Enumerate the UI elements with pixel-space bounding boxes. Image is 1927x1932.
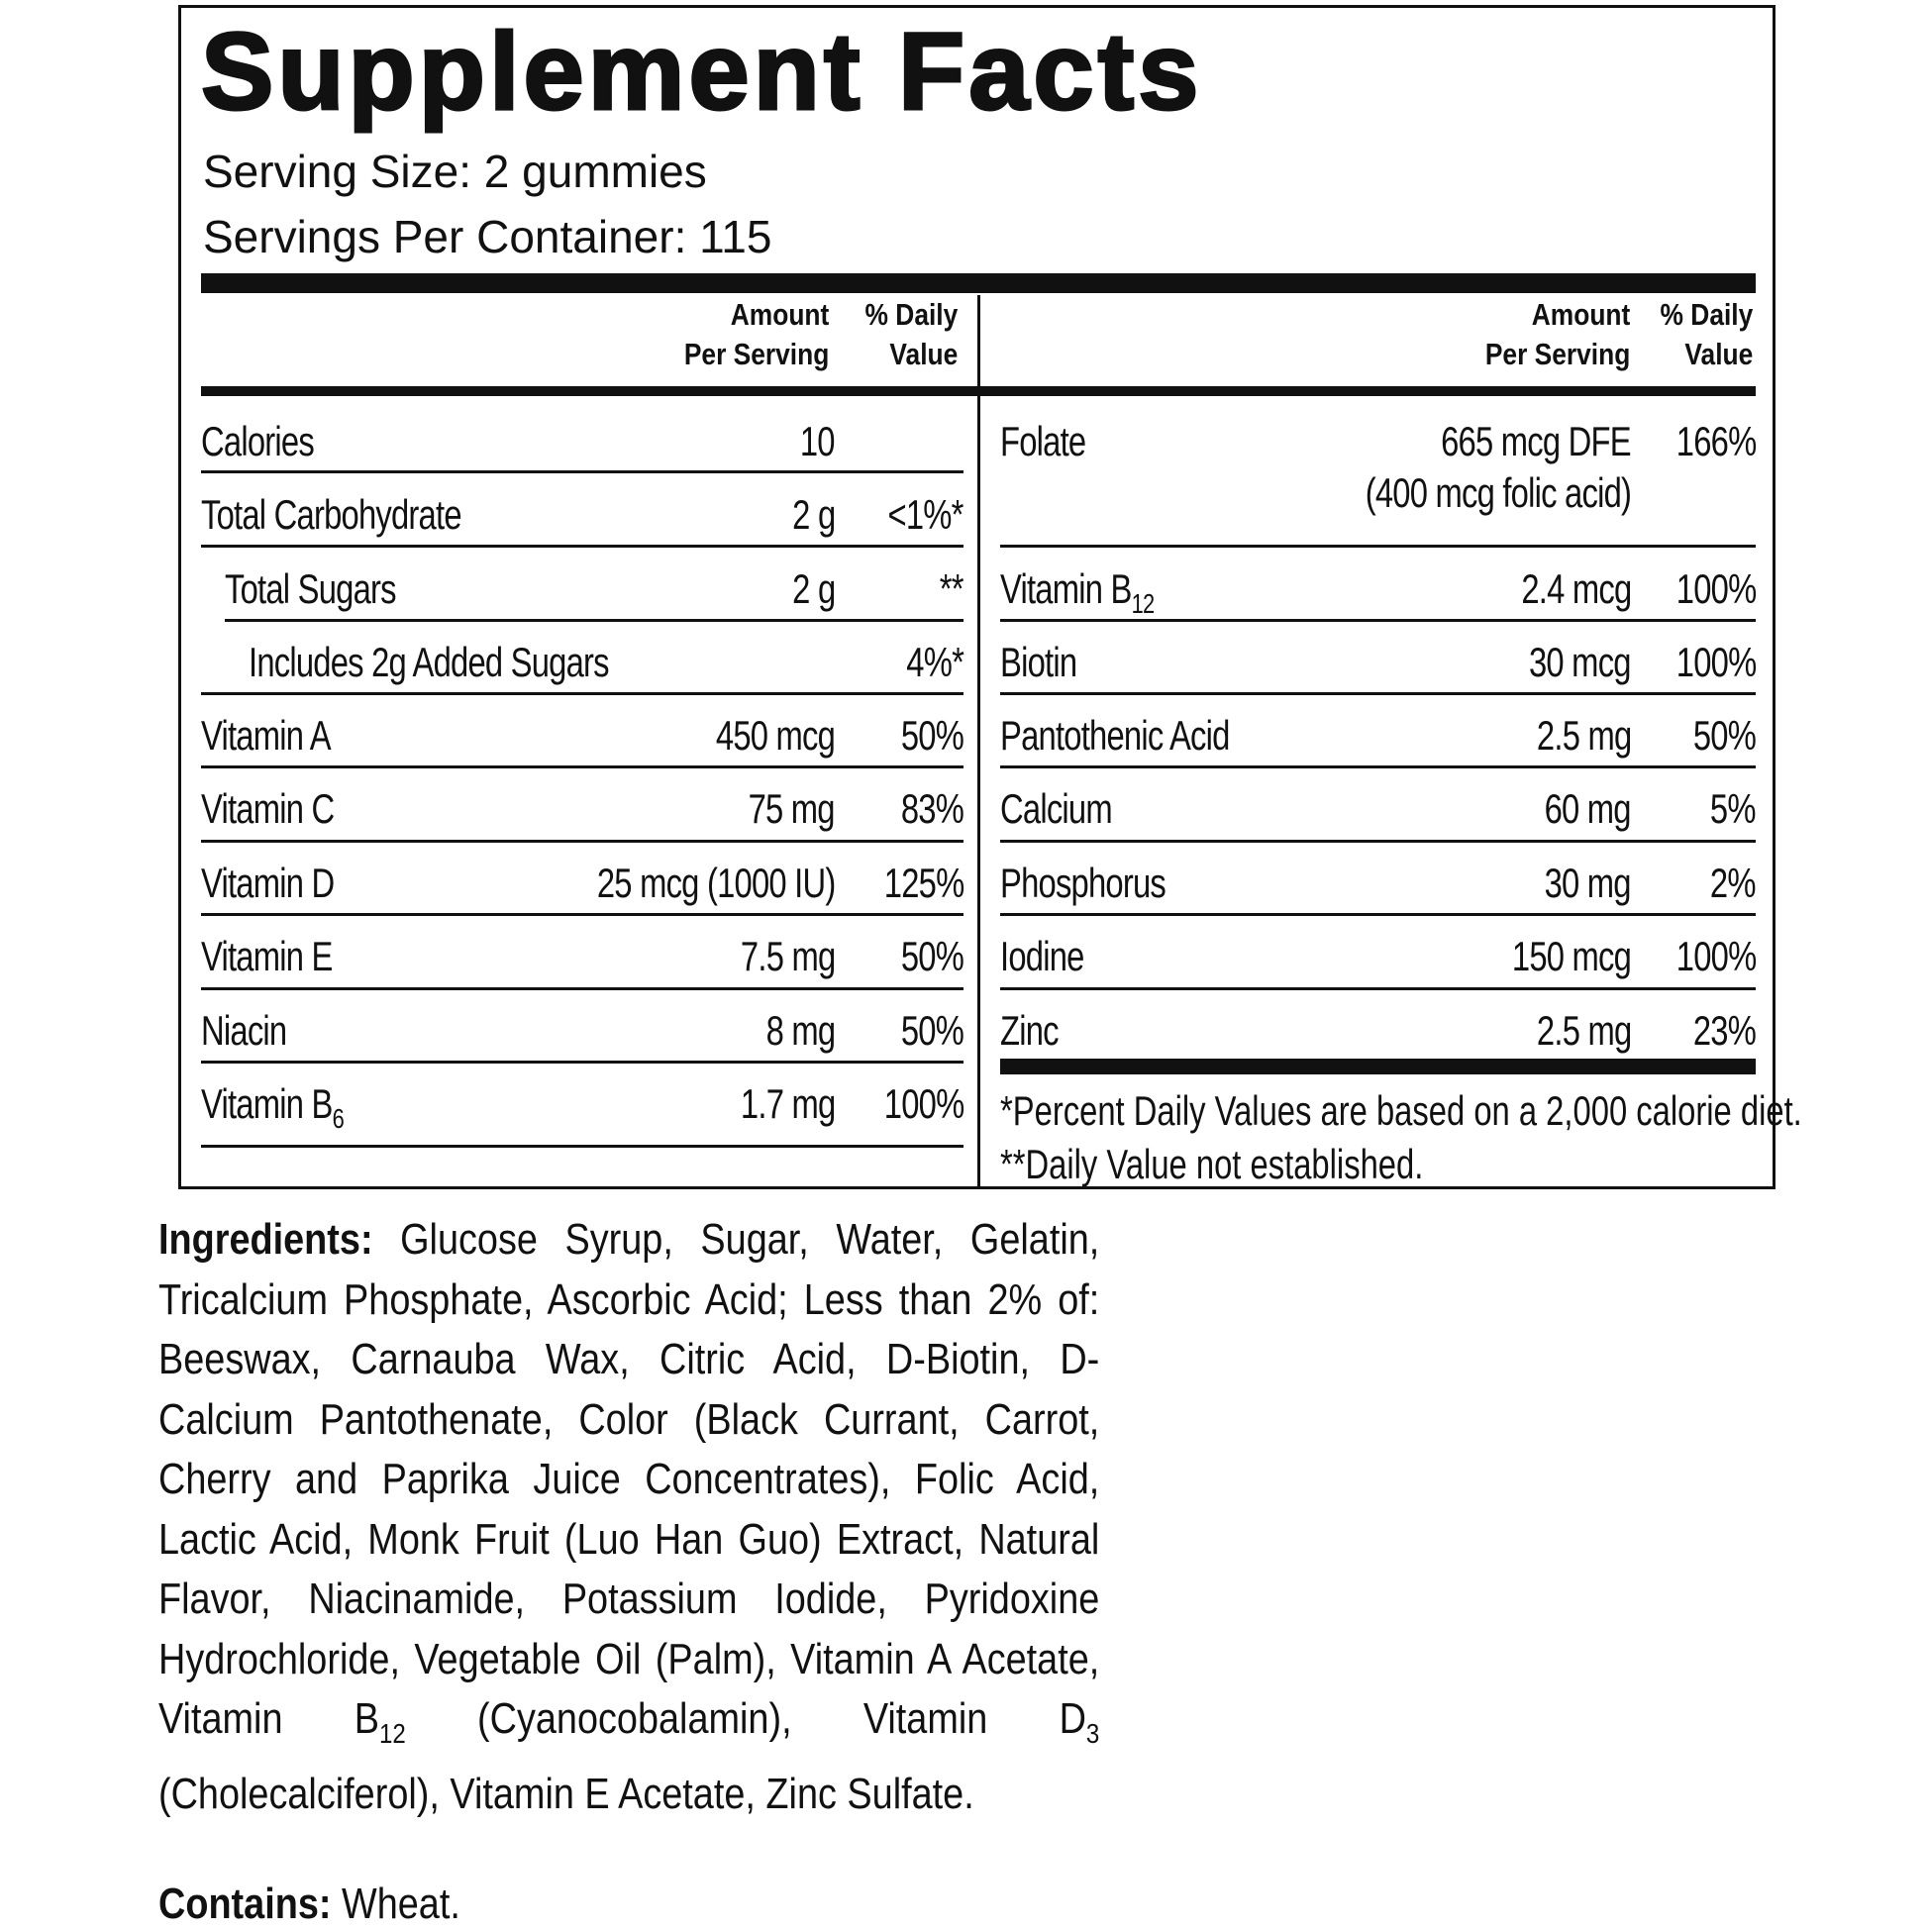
- bottom-thick-bar: [1000, 1059, 1756, 1074]
- left-dv-header: [864, 295, 958, 374]
- right-dv-header: [1660, 295, 1753, 374]
- nutrient-name: [201, 1080, 344, 1143]
- nutrient-dv: 100%: [883, 1080, 964, 1127]
- nutrient-name: Iodine: [1000, 933, 1084, 979]
- nutrient-name-text: Vitamin B: [1000, 565, 1132, 612]
- nutrient-row-iodine: [1000, 919, 1756, 992]
- nutrient-dv: 83%: [900, 785, 964, 832]
- nutrient-amount: 10: [800, 418, 835, 464]
- nutrient-name: Vitamin E: [201, 933, 333, 979]
- header-line: Per Serving: [683, 337, 829, 371]
- nutrient-row-calories: [201, 404, 964, 477]
- nutrient-name: Vitamin C: [201, 785, 335, 832]
- servings-per-container: Servings Per Container: 115: [203, 211, 772, 262]
- nutrient-row-calcium: [1000, 771, 1756, 845]
- row-rule: [201, 840, 964, 843]
- row-rule: [201, 987, 964, 990]
- row-rule: [201, 1145, 964, 1148]
- column-divider: [977, 295, 980, 1189]
- header-line: Value: [1684, 337, 1753, 371]
- ingredients-label: Ingredients:: [158, 1215, 373, 1264]
- nutrient-row-total-sugars: [201, 552, 964, 625]
- nutrient-dv: 50%: [900, 1007, 964, 1054]
- nutrient-amount: 30 mg: [1544, 860, 1631, 906]
- nutrient-amount-secondary: (400 mcg folic acid): [1365, 469, 1631, 516]
- nutrient-name: Calories: [201, 418, 314, 464]
- nutrient-dv: 50%: [900, 933, 964, 979]
- nutrient-row-vitamin-e: [201, 919, 964, 992]
- header-line: Amount: [730, 297, 829, 332]
- nutrient-dv: 50%: [900, 712, 964, 759]
- nutrient-row-vitamin-d: [201, 846, 964, 919]
- nutrient-row-folate: [1000, 404, 1756, 543]
- nutrient-dv: **: [940, 565, 964, 612]
- nutrient-name-subscript: 6: [332, 1103, 344, 1134]
- row-rule: [225, 619, 964, 622]
- contains-label: Contains:: [158, 1880, 332, 1928]
- nutrient-amount: 1.7 mg: [740, 1080, 835, 1127]
- contains-section: [158, 1877, 460, 1932]
- nutrient-row-pantothenic-acid: [1000, 698, 1756, 771]
- ingredients-subscript-2: 3: [1085, 1718, 1100, 1749]
- nutrient-amount: 2.4 mcg: [1520, 565, 1631, 612]
- nutrient-name: Calcium: [1000, 785, 1112, 832]
- header-line: % Daily: [1660, 297, 1753, 332]
- nutrient-amount: 2.5 mg: [1536, 1007, 1631, 1054]
- row-rule: [201, 545, 964, 548]
- row-rule: [1000, 692, 1756, 695]
- header-line: % Daily: [864, 297, 958, 332]
- nutrient-name: Vitamin A: [201, 712, 331, 759]
- nutrient-amount: 75 mg: [748, 785, 835, 832]
- row-rule: [201, 692, 964, 695]
- nutrient-amount: 665 mcg DFE: [1441, 418, 1631, 464]
- right-amount-header: [1485, 295, 1630, 374]
- nutrient-amount: 7.5 mg: [740, 933, 835, 979]
- nutrient-name: Vitamin D: [201, 860, 335, 906]
- serving-size: Serving Size: 2 gummies: [203, 146, 707, 197]
- supplement-facts-panel: [178, 5, 1802, 1189]
- nutrient-row-biotin: [1000, 625, 1756, 698]
- nutrient-name: Includes 2g Added Sugars: [249, 639, 609, 685]
- nutrient-row-phosphorus: [1000, 846, 1756, 919]
- footnote-percent-daily-values: *Percent Daily Values are based on a 2,000 calorie diet.: [1000, 1087, 1802, 1134]
- nutrient-dv: 4%*: [906, 639, 964, 685]
- nutrient-dv: <1%*: [887, 491, 964, 538]
- nutrient-name-subscript: 12: [1131, 588, 1155, 619]
- nutrient-amount: 2 g: [791, 565, 835, 612]
- nutrient-name: Biotin: [1000, 639, 1077, 685]
- ingredients-text: [158, 1210, 1099, 1824]
- row-rule: [1000, 987, 1756, 990]
- nutrient-dv: 100%: [1675, 639, 1756, 685]
- ingredients-part3: (Cholecalciferol), Vitamin E Acetate, Zinc Sulfate.: [158, 1769, 974, 1818]
- nutrient-name: Phosphorus: [1000, 860, 1166, 906]
- header-line: Amount: [1531, 297, 1630, 332]
- nutrient-row-added-sugars: [201, 625, 964, 698]
- nutrient-row-vitamin-b6: [201, 1067, 964, 1140]
- ingredients-part1: Glucose Syrup, Sugar, Water, Gelatin, Tricalcium Phosphate, Ascorbic Acid; Less than 2% of: Beeswax, Carnauba Wax, Citric Acid, D-Biotin, D-Calcium Pantothenate, Color (Black Currant, Carrot, Cherry and Paprika Juice Concentrates), Folic Acid, Lactic Acid, Monk Fruit (Luo Han Guo) Extract, Natural Flavor, Niacinamide, Potassium Iodide, Pyridoxine Hydrochloride, Vegetable Oil (Palm), Vitamin A Acetate, Vitamin B: [158, 1215, 1100, 1743]
- nutrient-row-total-carbohydrate: [201, 477, 964, 551]
- nutrient-name: Total Carbohydrate: [201, 491, 461, 538]
- row-rule: [1000, 840, 1756, 843]
- left-amount-header: [684, 295, 829, 374]
- nutrient-row-zinc: [1000, 993, 1756, 1067]
- nutrient-row-vitamin-c: [201, 771, 964, 845]
- nutrient-amount: 450 mcg: [715, 712, 835, 759]
- ingredients-part2: (Cyanocobalamin), Vitamin D: [405, 1694, 1086, 1743]
- nutrient-dv: 100%: [1675, 565, 1756, 612]
- nutrient-dv: 100%: [1675, 933, 1756, 979]
- nutrient-amount: 2 g: [791, 491, 835, 538]
- nutrient-row-vitamin-a: [201, 698, 964, 771]
- nutrient-dv: 50%: [1692, 712, 1756, 759]
- row-rule: [201, 1061, 964, 1064]
- header-line: Per Serving: [1484, 337, 1630, 371]
- nutrient-name: Pantothenic Acid: [1000, 712, 1230, 759]
- nutrient-amount: 2.5 mg: [1536, 712, 1631, 759]
- row-rule: [1000, 913, 1756, 916]
- row-rule: [1000, 619, 1756, 622]
- nutrient-dv: 166%: [1675, 418, 1756, 464]
- row-rule: [201, 913, 964, 916]
- row-rule: [201, 470, 964, 473]
- nutrient-name: Zinc: [1000, 1007, 1059, 1054]
- nutrient-amount: 60 mg: [1544, 785, 1631, 832]
- footnote-daily-value-not-established: **Daily Value not established.: [1000, 1141, 1424, 1187]
- row-rule: [1000, 545, 1756, 548]
- nutrient-amount: 25 mcg (1000 IU): [596, 860, 835, 906]
- nutrient-name: Total Sugars: [225, 565, 396, 612]
- nutrient-amount: 30 mcg: [1529, 639, 1631, 685]
- nutrient-amount: 8 mg: [765, 1007, 835, 1054]
- row-rule: [201, 765, 964, 768]
- nutrient-row-niacin: [201, 993, 964, 1067]
- nutrient-name-text: Vitamin B: [201, 1080, 333, 1127]
- nutrient-amount: 150 mcg: [1511, 933, 1631, 979]
- nutrient-dv: 125%: [883, 860, 964, 906]
- nutrient-dv: 5%: [1710, 785, 1756, 832]
- nutrient-name: Niacin: [201, 1007, 287, 1054]
- nutrient-dv: 2%: [1710, 860, 1756, 906]
- contains-text: Wheat.: [331, 1880, 460, 1928]
- nutrient-row-vitamin-b12: [1000, 552, 1756, 625]
- ingredients-section: [158, 1210, 1099, 1824]
- nutrient-name: Folate: [1000, 418, 1086, 464]
- top-thick-bar: [201, 273, 1756, 293]
- header-line: Value: [889, 337, 958, 371]
- ingredients-subscript-1: 12: [378, 1718, 406, 1749]
- panel-title: Supplement Facts: [201, 11, 1203, 133]
- row-rule: [1000, 765, 1756, 768]
- nutrient-dv: 23%: [1692, 1007, 1756, 1054]
